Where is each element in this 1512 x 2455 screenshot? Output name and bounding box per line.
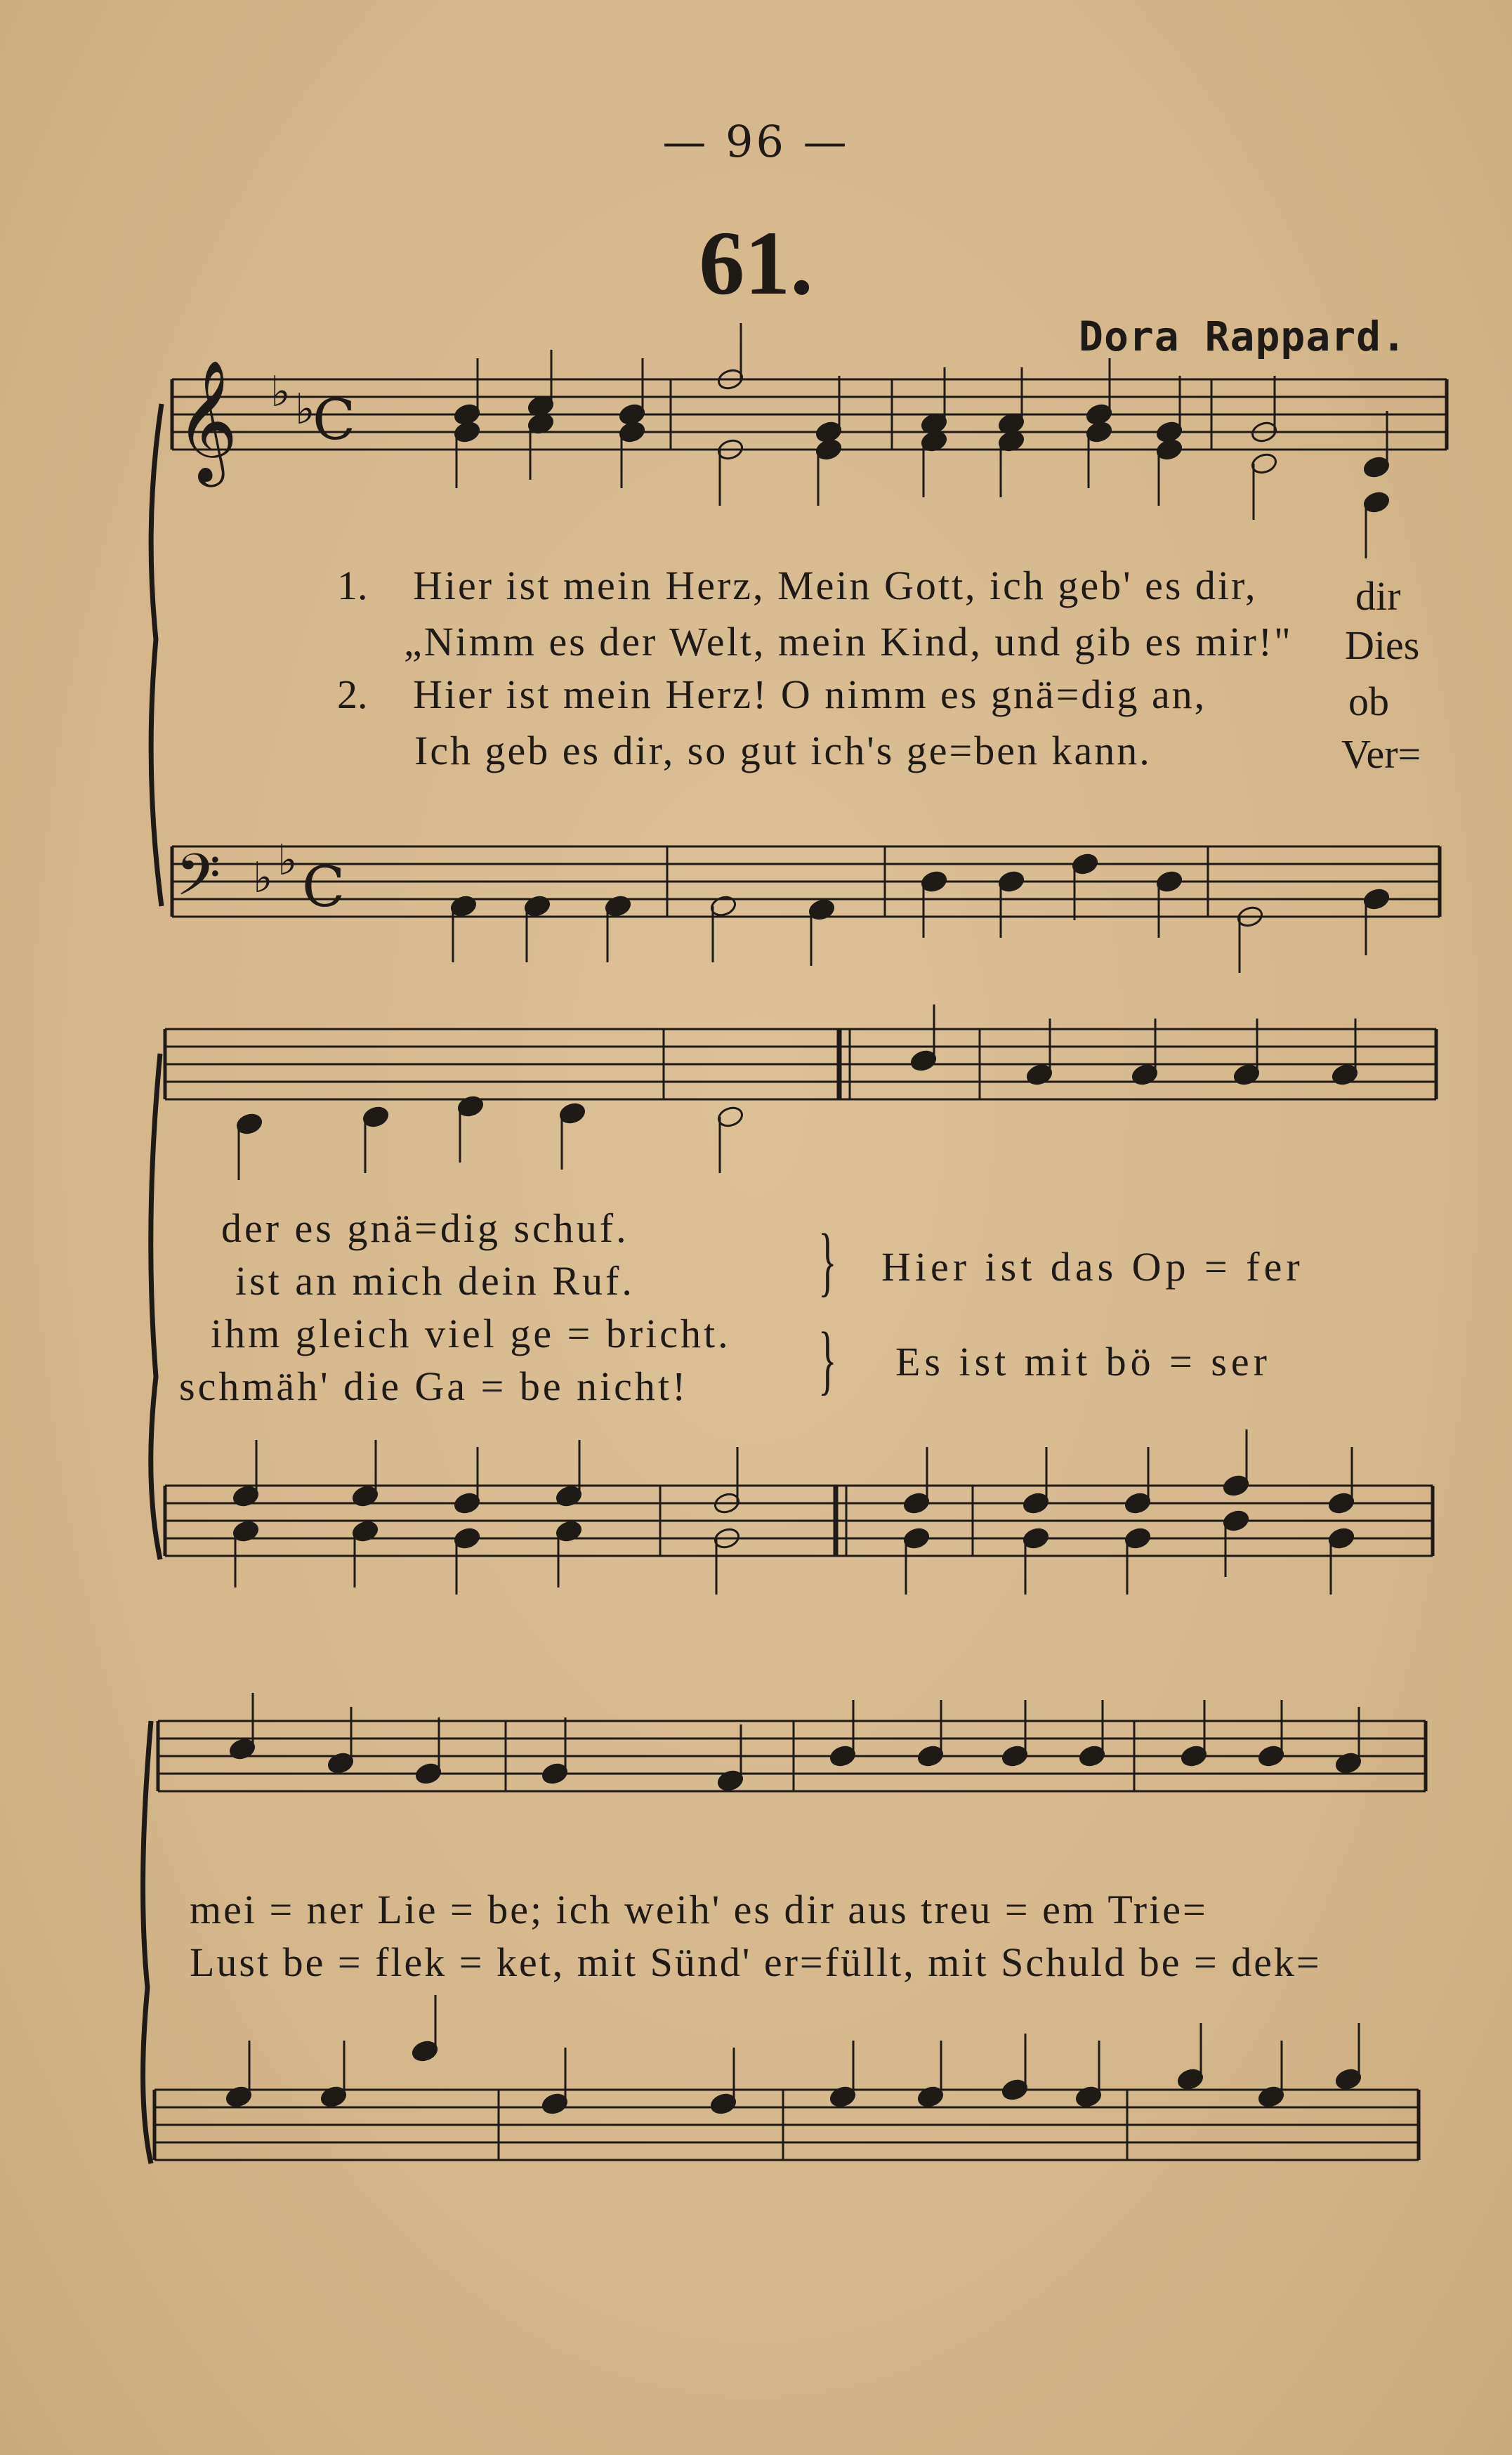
- system3-brace: [143, 1721, 151, 2163]
- lyric-s2-line-3: ihm gleich viel ge = bricht.: [211, 1311, 731, 1356]
- common-time-icon: C: [302, 854, 346, 919]
- lyric-s2-refrain-2: Es ist mit bö = ser: [895, 1339, 1271, 1384]
- system1-bass-staff: [172, 846, 1440, 917]
- hymn-number: 61.: [699, 213, 813, 314]
- system1-brace: [151, 404, 162, 906]
- common-time-icon: C: [313, 387, 356, 452]
- lyric-line-3: [337, 674, 1207, 715]
- treble-clef-icon: 𝄞: [176, 360, 238, 482]
- lyric-s3-line-2: Lust be = flek = ket, mit Sünd' er=füllt, mit Schuld be = dek=: [190, 1939, 1322, 1985]
- verse-number: 1.: [337, 563, 368, 608]
- lyric-line-1-end: dir: [1355, 573, 1401, 619]
- system2-brace: [151, 1054, 160, 1559]
- lyric-line-2: „Nimm es der Welt, mein Kind, und gib es mir!": [404, 619, 1293, 665]
- system2-treble-staff: [165, 1029, 1436, 1099]
- lyric-s2-line-4: schmäh' die Ga = be nicht!: [179, 1363, 689, 1409]
- lyric-line-1: [337, 565, 1258, 606]
- flat-icon: ♭: [270, 367, 291, 417]
- flat-icon: ♭: [253, 853, 273, 903]
- lyric-line-2-end: Dies: [1345, 622, 1420, 668]
- lyric-line-3-end: ob: [1348, 679, 1389, 724]
- lyric-s3-line-1: mei = ner Lie = be; ich weih' es dir aus treu = em Trie=: [190, 1887, 1208, 1932]
- lyric-line-4-end: Ver=: [1341, 731, 1421, 777]
- lyric-text: Hier ist mein Herz, Mein Gott, ich geb' es dir,: [413, 563, 1258, 608]
- lyric-s2-line-1: der es gnä=dig schuf.: [221, 1205, 629, 1251]
- author-credit: Dora Rappard.: [1079, 313, 1407, 360]
- lyric-text: Hier ist mein Herz! O nimm es gnä=dig an,: [413, 672, 1207, 717]
- brace-glyph: }: [818, 1218, 837, 1304]
- brace-glyph: }: [818, 1316, 837, 1402]
- bass-clef-icon: 𝄢: [176, 841, 221, 923]
- page-number: — 96 —: [662, 116, 850, 167]
- verse-number: 2.: [337, 672, 368, 717]
- lyric-s2-line-2: ist an mich dein Ruf.: [235, 1258, 635, 1304]
- lyric-s2-refrain-1: Hier ist das Op = fer: [881, 1244, 1304, 1290]
- lyric-line-4: Ich geb es dir, so gut ich's ge=ben kann.: [414, 728, 1152, 773]
- flat-icon: ♭: [277, 836, 298, 885]
- flat-icon: ♭: [295, 385, 315, 434]
